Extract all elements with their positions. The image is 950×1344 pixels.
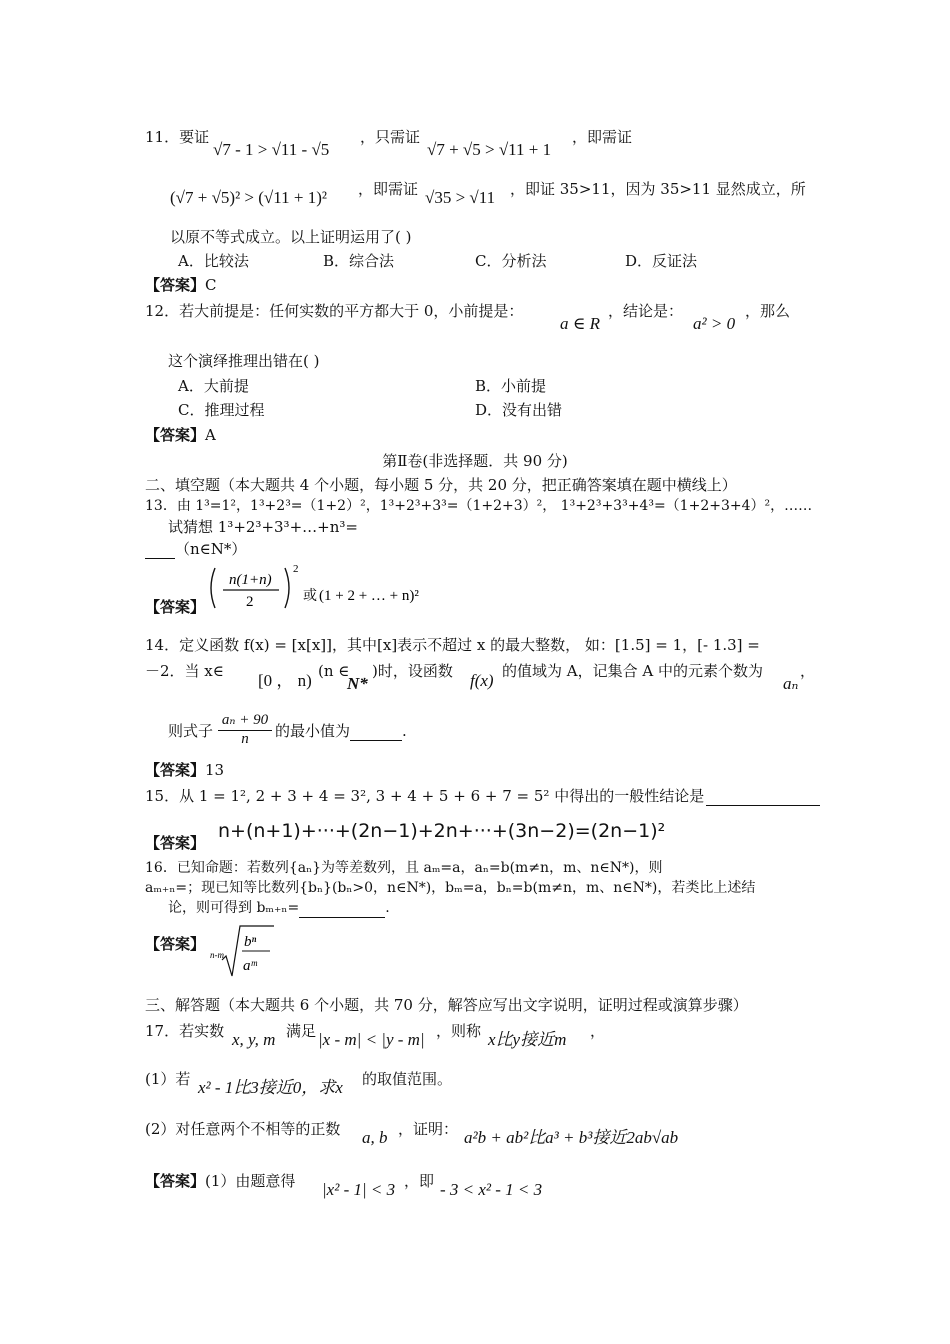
q14-set: N*	[347, 674, 368, 693]
q12-option-d: D．没有出错	[475, 401, 563, 419]
q12-expr1: a ∈ R	[560, 314, 600, 333]
q16-answer-tag	[145, 935, 205, 953]
q16-answer-formula	[208, 922, 278, 980]
q17-part2-mid: ，证明：	[398, 1120, 459, 1138]
q17-part2-expr: a²b + ab²比a³ + b³接近2ab√ab	[464, 1128, 679, 1147]
q11-line1	[145, 128, 209, 146]
q11-answer-value: C	[205, 276, 217, 294]
q11-option-a: A．比较法	[178, 252, 249, 270]
q13-frac-numerator: n(1+n)	[229, 572, 272, 588]
q14-line2c: )时，设函数	[372, 662, 453, 680]
q14-line2b: (n ∈	[318, 662, 350, 680]
q11-tail: ，即证 35>11，因为 35>11 显然成立，所	[510, 180, 806, 198]
q11-label: 11．要证	[145, 128, 210, 146]
q11-line3: 以原不等式成立。以上证明运用了( )	[170, 228, 412, 246]
q11-option-d: D．反证法	[625, 252, 698, 270]
q11-mid2: ，即需证	[572, 128, 633, 146]
q13-answer-formula	[205, 560, 435, 616]
q12-answer	[145, 426, 216, 444]
q12-line1: 12．若大前提是：任何实数的平方都大于 0，小前提是：	[145, 302, 524, 320]
q15-answer-formula: n+(n+1)+···+(2n−1)+2n+···+(3n−2)=(2n−1)²	[218, 820, 666, 842]
q12-line2: 这个演绎推理出错在( )	[168, 352, 320, 370]
q14-blank	[350, 722, 402, 741]
answer-tag: 【答案】	[145, 761, 206, 779]
q14-frac-denominator: n	[241, 731, 249, 747]
q11-mid1: ，只需证	[360, 128, 421, 146]
q13-blank	[145, 540, 175, 559]
q15-line1	[145, 787, 820, 806]
q14-fx: f(x)	[470, 671, 494, 690]
q14-line3b	[275, 722, 407, 741]
q12-option-c: C．推理过程	[178, 401, 265, 419]
q12-option-b: B．小前提	[475, 377, 547, 395]
q12-answer-value: A	[205, 426, 216, 444]
q14-answer-value: 13	[205, 761, 225, 779]
q11-option-c: C．分析法	[475, 252, 547, 270]
q14-line3b-text: 的最小值为	[275, 722, 351, 740]
q15-line1-text: 15．从 1 = 1², 2 + 3 + 4 = 3², 3 + 4 + 5 + 6 + 7 = 5² 中得出的一般性结论是	[145, 787, 705, 805]
answer-tag: 【答案】	[145, 834, 206, 852]
q12-expr2: a² > 0	[693, 314, 736, 333]
svg-text:2: 2	[293, 563, 299, 575]
q16-line1: 16．已知命题：若数列{aₙ}为等差数列，且 aₘ=a，aₙ=b(m≠n，m、n∈N*)，则	[145, 860, 663, 876]
q15-blank	[706, 787, 820, 806]
q14-an: aₙ	[783, 674, 799, 693]
q13-alt-formula: (1 + 2 + … + n)²	[319, 588, 419, 604]
q13-line3	[145, 540, 246, 559]
q14-line2e: ，	[800, 662, 816, 680]
q12-option-a: A．大前提	[178, 377, 249, 395]
q17-part2-label: (2）对任意两个不相等的正数	[145, 1120, 341, 1138]
q11-answer	[145, 276, 217, 294]
section2-title: 第Ⅱ卷(非选择题．共 90 分)	[382, 452, 568, 470]
q17-answer-text: (1）由题意得	[205, 1172, 296, 1190]
q12-tail: ，那么	[745, 302, 791, 320]
q13-line2: 试猜想 1³+2³+3³+…+n³=	[168, 518, 358, 536]
q17-part1-label: (1）若	[145, 1070, 191, 1088]
q16-line3-text: 论，则可得到 bₘ₊ₙ=	[168, 900, 300, 916]
q16-root-denominator: aᵐ	[243, 958, 257, 974]
q17-condition: |x - m| < |y - m|	[318, 1030, 425, 1049]
q11-mid3: ，即需证	[358, 180, 419, 198]
q12-mid: ，结论是：	[608, 302, 684, 320]
q11-option-b: B．综合法	[323, 252, 395, 270]
answer-tag: 【答案】	[145, 426, 206, 444]
q17-line1a: 17．若实数	[145, 1022, 225, 1040]
q14-line2d: 的值域为 A，记集合 A 中的元素个数为	[502, 662, 763, 680]
q17-conclusion: x比y接近m	[488, 1030, 567, 1049]
q11-expr4: √35 > √11	[425, 188, 496, 207]
q17-answer-mid: ，即	[404, 1172, 435, 1190]
q14-fraction	[218, 710, 272, 748]
q14-line1: 14．定义函数 f(x) = [x[x]]，其中[x]表示不超过 x 的最大整数， 如：[1.5] = 1，[- 1.3] =	[145, 636, 760, 654]
q17-line1c: ，则称	[436, 1022, 482, 1040]
q13-answer-tag	[145, 598, 205, 616]
q14-frac-numerator: aₙ + 90	[218, 710, 272, 731]
q17-answer	[145, 1172, 295, 1190]
q14-line3a: 则式子	[168, 722, 214, 740]
q17-line1d: ，	[590, 1022, 606, 1040]
answer-tag: 【答案】	[145, 276, 206, 294]
answer-tag: 【答案】	[145, 935, 206, 953]
q15-answer-tag	[145, 834, 205, 852]
q17-line1b: 满足	[286, 1022, 317, 1040]
q11-expr2: √7 + √5 > √11 + 1	[427, 140, 552, 159]
q17-vars: x, y, m	[232, 1030, 276, 1049]
q16-line3	[168, 900, 390, 918]
q17-part1-tail: 的取值范围。	[362, 1070, 453, 1088]
q13-frac-denominator: 2	[246, 594, 254, 610]
q16-root-index: n-m	[210, 950, 224, 960]
section2-heading: 二、填空题（本大题共 4 个小题，每小题 5 分，共 20 分，把正确答案填在题中横线上）	[145, 476, 737, 494]
q13-or: 或	[303, 589, 317, 604]
q14-line2a: －2．当 x∈	[145, 662, 224, 680]
answer-tag: 【答案】	[145, 598, 206, 616]
q13-condition: （n∈N*）	[175, 540, 247, 558]
answer-tag: 【答案】	[145, 1172, 206, 1190]
q16-root-numerator: bⁿ	[244, 934, 257, 950]
q13-line1: 13．由 1³=1²，1³+2³=（1+2）²，1³+2³+3³=（1+2+3）²， 1³+2³+3³+4³=（1+2+3+4）²，……	[145, 498, 813, 514]
q16-line2: aₘ₊ₙ=；现已知等比数列{bₙ}(bₙ>0，n∈N*)，bₘ=a，bₙ=b(m≠n，m、n∈N*)，若类比上述结	[145, 880, 756, 896]
q17-part2-vars: a, b	[362, 1128, 388, 1147]
section3-heading: 三、解答题（本大题共 6 个小题，共 70 分，解答应写出文字说明，证明过程或演算步骤）	[145, 996, 748, 1014]
q16-blank	[299, 900, 385, 918]
q16-line3-end: .	[385, 900, 390, 916]
q14-line3-end: .	[402, 722, 407, 740]
q11-expr1: √7 - 1 > √11 - √5	[213, 140, 330, 159]
q17-answer-expr1: |x² - 1| < 3	[322, 1180, 396, 1199]
q11-expr3: (√7 + √5)² > (√11 + 1)²	[170, 188, 327, 207]
q14-answer	[145, 761, 224, 779]
q17-answer-expr2: - 3 < x² - 1 < 3	[440, 1180, 543, 1199]
q17-part1-expr: x² - 1比3接近0，求x	[198, 1078, 343, 1097]
q14-interval: [0 ， n)	[258, 671, 312, 690]
